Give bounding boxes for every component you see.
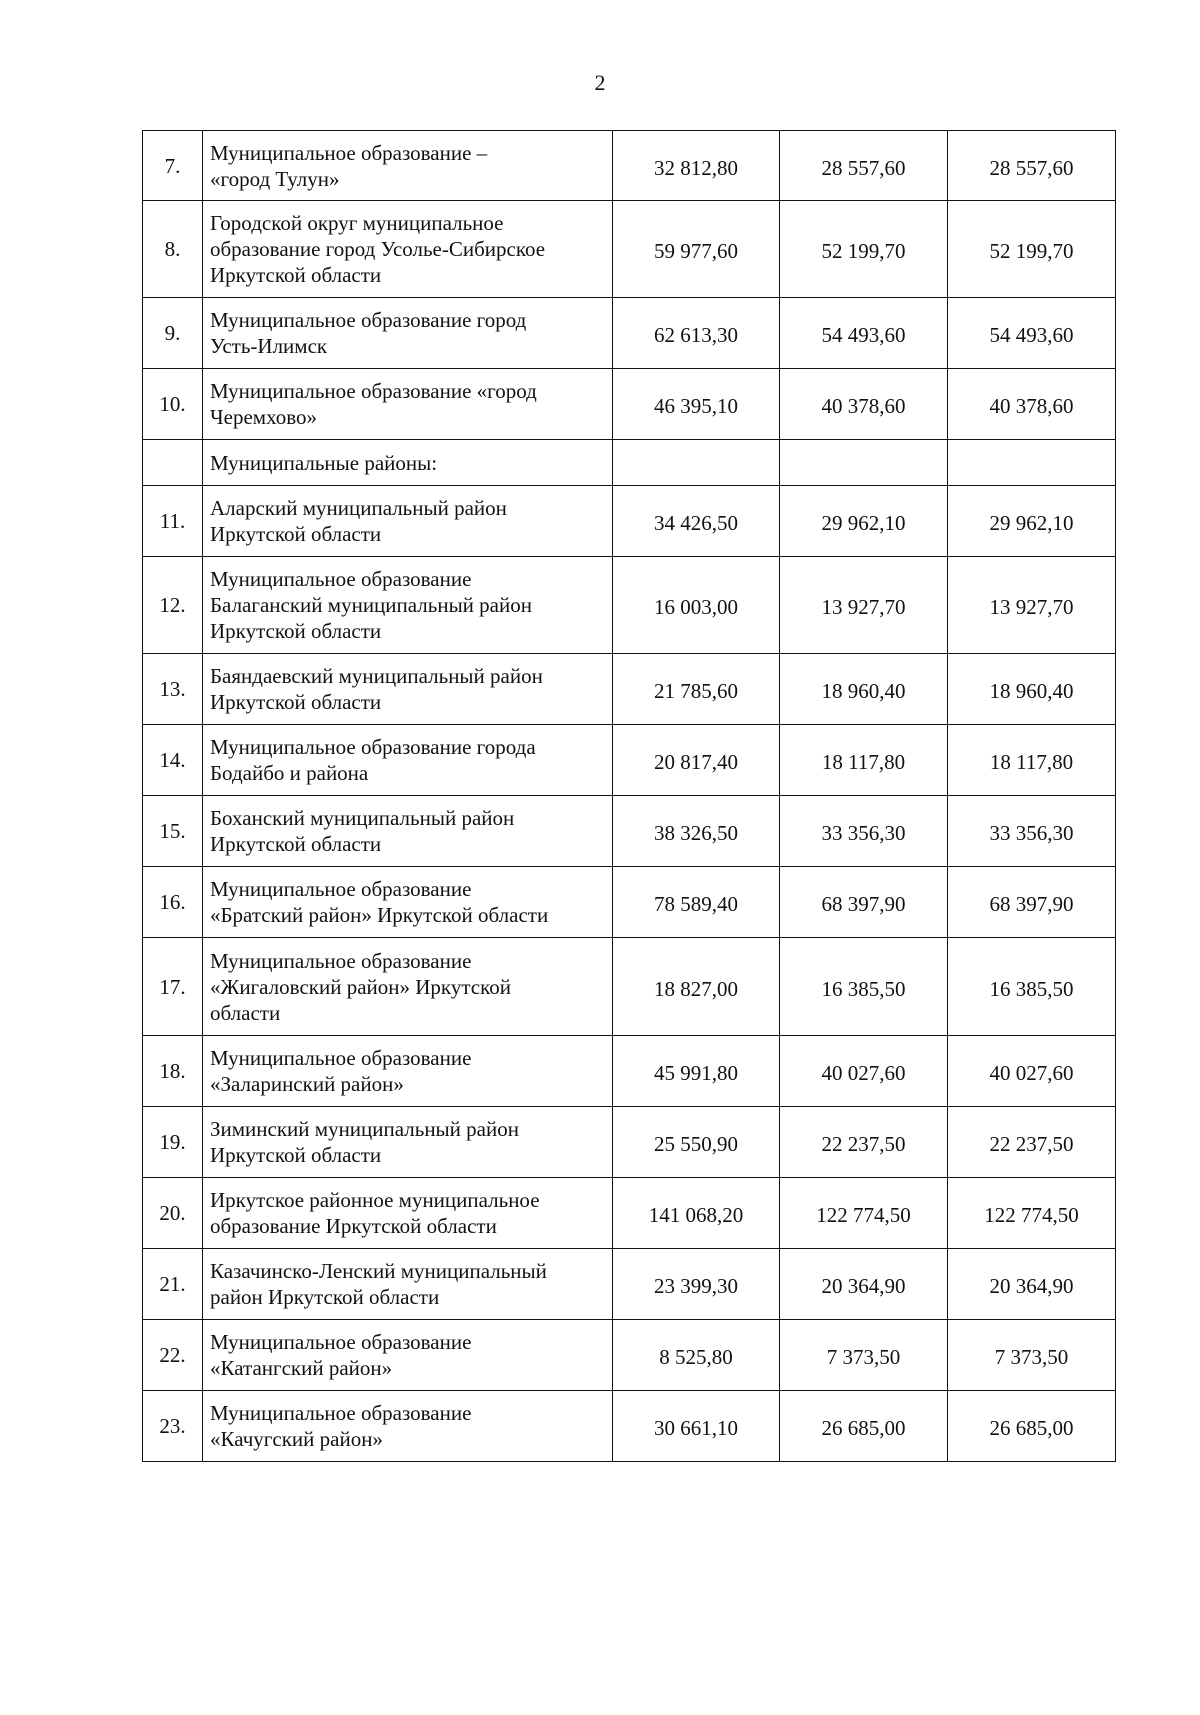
value-cell-2: 22 237,50 <box>780 1107 948 1178</box>
value-cell-2: 18 117,80 <box>780 725 948 796</box>
municipality-name-cell: Зиминский муниципальный район Иркутской области <box>203 1107 613 1178</box>
value-cell-1: 32 812,80 <box>613 131 780 201</box>
value-cell-1: 45 991,80 <box>613 1036 780 1107</box>
value-cell-3: 16 385,50 <box>948 938 1116 1036</box>
municipality-name-cell: Муниципальное образование «Качугский район» <box>203 1391 613 1462</box>
value-cell-3: 122 774,50 <box>948 1178 1116 1249</box>
table-row <box>143 369 1116 440</box>
table-row <box>143 557 1116 654</box>
value-cell-3: 20 364,90 <box>948 1249 1116 1320</box>
table-row <box>143 1249 1116 1320</box>
table-row <box>143 1178 1116 1249</box>
value-cell-3: 29 962,10 <box>948 486 1116 557</box>
value-cell-1: 38 326,50 <box>613 796 780 867</box>
value-cell-3 <box>948 440 1116 486</box>
value-cell-2: 40 027,60 <box>780 1036 948 1107</box>
value-cell-1: 34 426,50 <box>613 486 780 557</box>
table-row <box>143 654 1116 725</box>
value-cell-2: 29 962,10 <box>780 486 948 557</box>
municipality-name-cell: Баяндаевский муниципальный район Иркутской области <box>203 654 613 725</box>
table-row <box>143 1107 1116 1178</box>
value-cell-1: 141 068,20 <box>613 1178 780 1249</box>
row-number-cell: 20. <box>143 1178 203 1249</box>
value-cell-2: 28 557,60 <box>780 131 948 201</box>
row-number-cell: 23. <box>143 1391 203 1462</box>
municipality-name-cell: Аларский муниципальный район Иркутской области <box>203 486 613 557</box>
row-number-cell: 15. <box>143 796 203 867</box>
value-cell-3: 26 685,00 <box>948 1391 1116 1462</box>
row-number-cell: 21. <box>143 1249 203 1320</box>
value-cell-1: 25 550,90 <box>613 1107 780 1178</box>
value-cell-3: 33 356,30 <box>948 796 1116 867</box>
value-cell-1: 21 785,60 <box>613 654 780 725</box>
value-cell-3: 18 117,80 <box>948 725 1116 796</box>
value-cell-2: 18 960,40 <box>780 654 948 725</box>
value-cell-1: 46 395,10 <box>613 369 780 440</box>
value-cell-3: 13 927,70 <box>948 557 1116 654</box>
row-number-cell: 14. <box>143 725 203 796</box>
value-cell-3: 52 199,70 <box>948 201 1116 298</box>
page-number: 2 <box>594 70 606 95</box>
row-number-cell: 16. <box>143 867 203 938</box>
table-row <box>143 298 1116 369</box>
value-cell-3: 28 557,60 <box>948 131 1116 201</box>
municipality-name-cell: Муниципальные районы: <box>203 440 613 486</box>
value-cell-3: 54 493,60 <box>948 298 1116 369</box>
value-cell-1: 16 003,00 <box>613 557 780 654</box>
municipality-name-cell: Муниципальное образование – «город Тулун» <box>203 131 613 201</box>
value-cell-3: 68 397,90 <box>948 867 1116 938</box>
value-cell-2: 52 199,70 <box>780 201 948 298</box>
value-cell-3: 18 960,40 <box>948 654 1116 725</box>
municipality-name-cell: Муниципальное образование «город Черемхово» <box>203 369 613 440</box>
municipality-name-cell: Иркутское районное муниципальное образование Иркутской области <box>203 1178 613 1249</box>
value-cell-1: 62 613,30 <box>613 298 780 369</box>
allocation-table <box>142 130 1116 1462</box>
value-cell-1: 78 589,40 <box>613 867 780 938</box>
row-number-cell: 8. <box>143 201 203 298</box>
row-number-cell: 9. <box>143 298 203 369</box>
value-cell-2: 68 397,90 <box>780 867 948 938</box>
value-cell-1: 8 525,80 <box>613 1320 780 1391</box>
value-cell-1: 59 977,60 <box>613 201 780 298</box>
value-cell-3: 22 237,50 <box>948 1107 1116 1178</box>
municipality-name-cell: Муниципальное образование «Заларинский район» <box>203 1036 613 1107</box>
table-row <box>143 867 1116 938</box>
value-cell-2: 7 373,50 <box>780 1320 948 1391</box>
table-row <box>143 486 1116 557</box>
municipality-name-cell: Муниципальное образование город Усть-Илимск <box>203 298 613 369</box>
row-number-cell: 18. <box>143 1036 203 1107</box>
municipality-name-cell: Казачинско-Ленский муниципальный район Иркутской области <box>203 1249 613 1320</box>
row-number-cell: 10. <box>143 369 203 440</box>
municipality-name-cell: Муниципальное образование Балаганский муниципальный район Иркутской области <box>203 557 613 654</box>
municipality-name-cell: Муниципальное образование «Братский район» Иркутской области <box>203 867 613 938</box>
table-row <box>143 938 1116 1036</box>
municipality-name-cell: Муниципальное образование «Жигаловский район» Иркутской области <box>203 938 613 1036</box>
municipality-name-cell: Боханский муниципальный район Иркутской области <box>203 796 613 867</box>
municipality-name-cell: Муниципальное образование «Катангский район» <box>203 1320 613 1391</box>
value-cell-1 <box>613 440 780 486</box>
value-cell-2 <box>780 440 948 486</box>
value-cell-1: 18 827,00 <box>613 938 780 1036</box>
value-cell-2: 40 378,60 <box>780 369 948 440</box>
value-cell-2: 26 685,00 <box>780 1391 948 1462</box>
row-number-cell: 11. <box>143 486 203 557</box>
value-cell-1: 30 661,10 <box>613 1391 780 1462</box>
municipality-name-cell: Городской округ муниципальное образование город Усолье-Сибирское Иркутской области <box>203 201 613 298</box>
table-row <box>143 1320 1116 1391</box>
value-cell-1: 23 399,30 <box>613 1249 780 1320</box>
table-row <box>143 725 1116 796</box>
table-row <box>143 440 1116 486</box>
row-number-cell: 12. <box>143 557 203 654</box>
row-number-cell: 22. <box>143 1320 203 1391</box>
value-cell-2: 33 356,30 <box>780 796 948 867</box>
table-row <box>143 131 1116 201</box>
municipality-name-cell: Муниципальное образование города Бодайбо и района <box>203 725 613 796</box>
value-cell-2: 20 364,90 <box>780 1249 948 1320</box>
table-row <box>143 1391 1116 1462</box>
row-number-cell: 19. <box>143 1107 203 1178</box>
row-number-cell: 7. <box>143 131 203 201</box>
value-cell-2: 16 385,50 <box>780 938 948 1036</box>
value-cell-3: 40 027,60 <box>948 1036 1116 1107</box>
row-number-cell <box>143 440 203 486</box>
value-cell-3: 7 373,50 <box>948 1320 1116 1391</box>
table-body <box>143 131 1116 1462</box>
value-cell-3: 40 378,60 <box>948 369 1116 440</box>
table-row <box>143 1036 1116 1107</box>
row-number-cell: 13. <box>143 654 203 725</box>
table-row <box>143 201 1116 298</box>
row-number-cell: 17. <box>143 938 203 1036</box>
value-cell-2: 122 774,50 <box>780 1178 948 1249</box>
value-cell-1: 20 817,40 <box>613 725 780 796</box>
value-cell-2: 13 927,70 <box>780 557 948 654</box>
table-row <box>143 796 1116 867</box>
value-cell-2: 54 493,60 <box>780 298 948 369</box>
